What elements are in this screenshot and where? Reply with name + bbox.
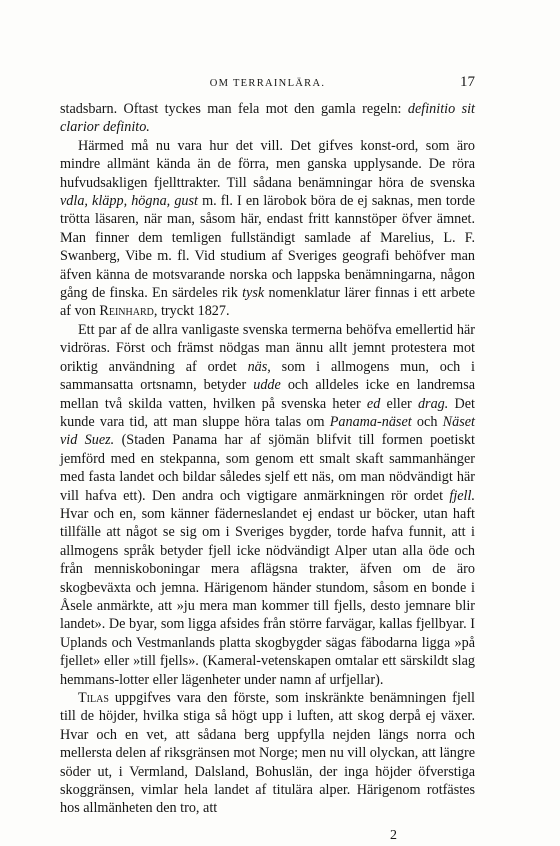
signature-mark: 2 [390,828,397,843]
italic-run: näs [247,358,268,375]
running-title: OM TERRAINLÄRA. [209,78,326,89]
italic-run: udde [253,377,281,394]
italic-run: definitio sit clarior definito. [60,101,475,136]
text-run: och [411,413,443,430]
text-run: , tryckt 1827. [153,303,230,320]
text-run: (Staden Panama har af sjömän blifvit till formen poetiskt jemförd med en stekpanna, som genom ett smalt skaft sammanhänger med fasta landet och bildar således sjelf ett näs, om man nödvändigt här vill hafva ett). Den andra och vigtigare anmärkningen rör ordet [60,432,475,504]
paragraph [60,689,475,818]
page-number: 17 [460,74,475,90]
paragraph [60,137,475,321]
running-head [60,74,475,92]
small-caps-run: Reinhard [99,303,154,320]
text-run: uppgifves vara den förste, som inskränkte benämningen fjell till de höjder, hvilka stiga så högt upp i luften, att skog derpå ej växer. Hvar och en vet, att sådana berg uppfylla nejden längs norra och mellersta delen af riksgränsen mot Norge; men nu vill olyckan, att längre söder ut, i Vermland, Dalsland, Bohuslän, der inga höjder öfverstiga skoggränsen, vimlar hela landet af titulära alper. Härigenom rotfästes hos allmänheten den tro, att [60,690,475,817]
text-run: Härmed må nu vara hur det vill. Det gifves konst-ord, som äro mindre allmänt kända än de förra, men ganska upplysande. De röra hufvudsakligen fjellttrakter. Till sådana benämningar höra de svenska [60,137,475,191]
paragraph [60,100,475,137]
italic-run: Panama-näset [329,413,412,430]
italic-run: vdla, kläpp, högna, gust [60,193,198,210]
text-run: Det kunde vara tid, att man sluppe höra talas om [60,395,476,430]
text-run: stadsbarn. Oftast tyckes man fela mot den gamla regeln: [60,101,408,117]
text-run: och alldeles icke en landremsa mellan två skilda vatten, hvilken på svenska heter [60,377,476,412]
italic-run: tysk [242,285,265,302]
body-text [60,100,475,818]
italic-run: fjell. [449,487,475,504]
text-run: Ett par af de allra vanligaste svenska termerna behöfva emellertid här vidröras. Först och främst nödgas man ännu allt jemnt protestera mot oriktig användning af ordet [60,321,475,375]
text-run: nomenklatur lärer finnas i ett arbete af von [60,285,476,320]
text-run: m. fl. I en lärobok böra de ej saknas, men torde trötta läsaren, när man, såsom här, endast fritt kannstöper öfver ämnet. Man finner dem temligen fullständigt samlade af Marelius, L. F. Swanberg, Vibe m. fl. Vid studium af Sveriges geografi behöfver man äfven känna de motsvarande norska och lappska benämningarna, någon gång de finska. En särdeles rik [60,193,475,302]
small-caps-run: Tilas [78,690,109,706]
paragraph [60,321,475,689]
text-run: Hvar och en, som känner fäderneslandet ej endast ur böcker, utan haft tillfälle att något se sig om i Sveriges bygder, torde hafva funnit, att i allmogens språk betyder fjell icke nödvändigt Alper utan alla öde och från menniskoboningar mera aflägsna trakter, äfven om de äro skogbeväxta och jemna. Härigenom händer stundom, såsom en bonde i Åsele anmärkte, att »ju mera man kommer till fjells, desto jemnare blir landet». De byar, som ligga afsides från större farvägar, kallas fjellbyar. I Uplands och Vestmanlands platta skogbygder sägas fäbodarna ligga »på fjellet» eller »till fjells». (Kameral-vetenskapen omtalar ett särskildt slag hemmans-lotter eller lägenheter under namn af urfjellar). [60,505,475,688]
text-run: , som i allmogens mun, och i sammansatta ortsnamn, betyder [60,358,476,394]
text-run: eller [380,395,418,412]
italic-run: drag. [417,395,449,412]
italic-run: ed [366,395,381,412]
italic-run: Näset vid Suez. [60,413,475,449]
